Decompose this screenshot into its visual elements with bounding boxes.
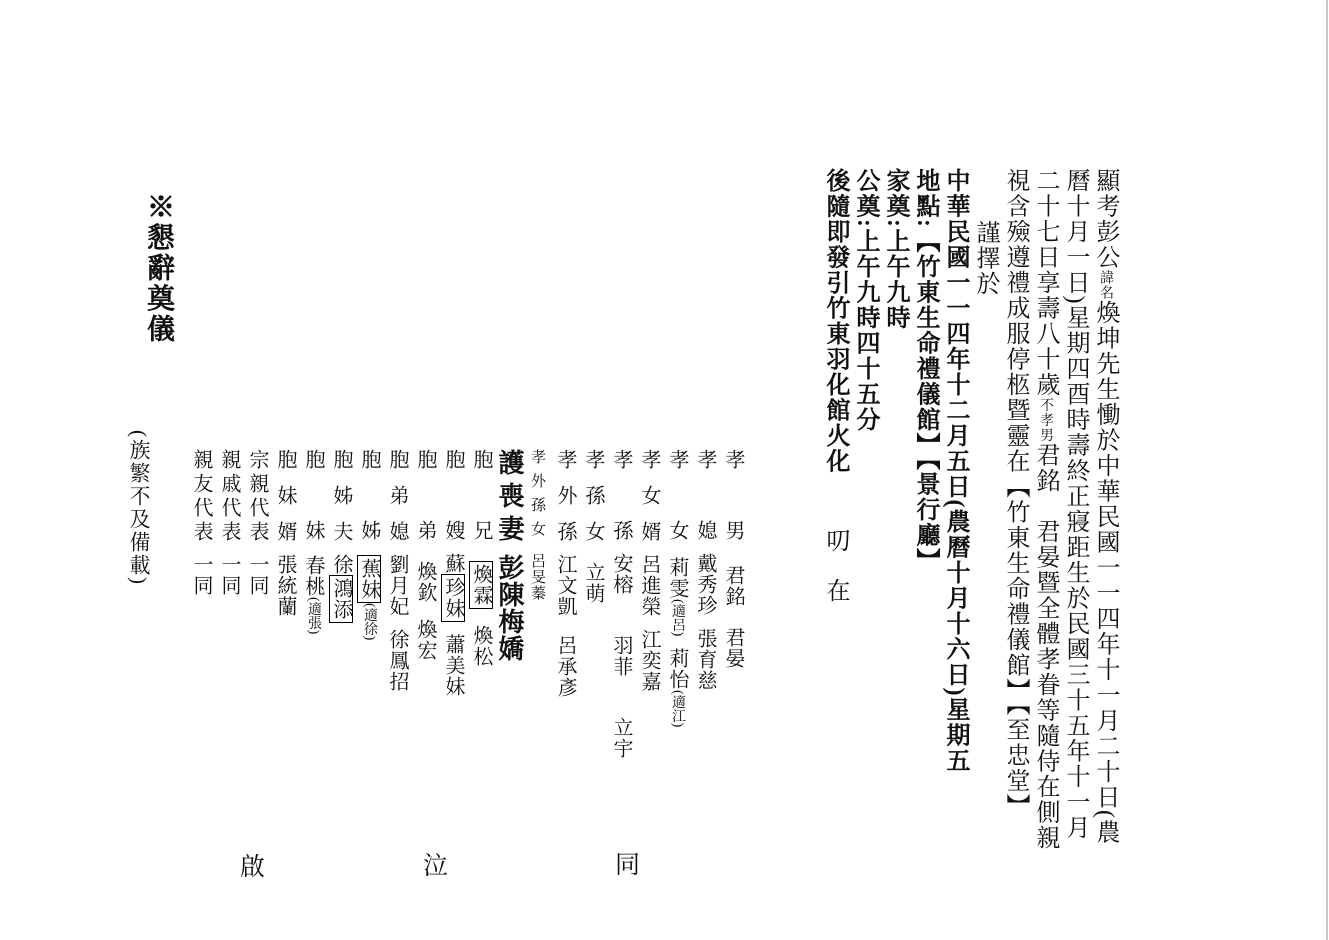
- name-text: 一同: [218, 554, 240, 596]
- marriage-note: (適徐): [362, 603, 377, 641]
- notice-text-segment: 君銘 君晏暨全體孝眷等隨侍在側親: [1032, 442, 1058, 851]
- family-column-9: [495, 449, 523, 879]
- family-member-name: [694, 553, 716, 616]
- family-member-name: [470, 625, 492, 667]
- name-text: 安榕: [610, 553, 632, 595]
- notice-text-segment: 視含殮遵禮成服停柩暨靈在【竹東生命禮儀館】【至忠堂】: [1002, 168, 1028, 819]
- family-member-name: [218, 554, 240, 596]
- family-column-16: [299, 449, 327, 879]
- family-relation-label: 胞兄: [470, 449, 492, 541]
- name-text: 一同: [190, 554, 212, 596]
- name-text: 張育慈: [694, 628, 716, 691]
- family-column-5: [607, 449, 635, 879]
- name-text: 煥宏: [414, 619, 436, 661]
- family-column-18: [243, 449, 271, 879]
- notice-line-9: [850, 168, 880, 918]
- notice-text-segment: 不孝男: [1038, 397, 1053, 443]
- name-text: 煥欽: [414, 561, 436, 603]
- family-member-name: [442, 634, 464, 697]
- family-column-14: [355, 449, 383, 879]
- family-member-name: [610, 717, 632, 759]
- family-column-17: [271, 449, 299, 879]
- deceased-name-box: 鴻添: [329, 575, 353, 623]
- name-text: 呂旻蓁: [529, 553, 545, 601]
- family-member-name: [638, 554, 660, 617]
- family-column-12: [411, 449, 439, 879]
- family-member-name: [666, 557, 688, 636]
- notice-text-segment: 顯考彭公: [1092, 168, 1118, 270]
- name-text: 徐: [330, 554, 352, 575]
- family-member-name: [302, 555, 324, 634]
- family-member-name: [495, 554, 524, 662]
- name-text: 江文凱: [554, 554, 576, 617]
- notice-line-5: [970, 168, 1000, 918]
- family-member-name: [470, 561, 492, 609]
- family-relation-label: 孝外孫: [554, 449, 576, 542]
- family-column-10: [467, 449, 495, 879]
- family-member-name: [582, 562, 604, 604]
- name-text: 君晏: [722, 627, 744, 669]
- family-relation-label: 孝女: [666, 449, 688, 541]
- family-member-name: [694, 628, 716, 691]
- page-edge-line: [1326, 0, 1328, 940]
- family-relation-label: 胞弟媳: [386, 449, 408, 542]
- family-member-name: [414, 561, 436, 603]
- notice-text-segment: 家奠:上午九時: [882, 168, 908, 331]
- deceased-name-box: 煥霖: [469, 561, 493, 609]
- family-relation-label: 護喪妻: [495, 449, 524, 542]
- name-text: 蕭美妹: [442, 634, 464, 697]
- notice-text-segment: 諱名: [1098, 270, 1113, 300]
- family-member-name: [190, 554, 212, 596]
- name-text: 彭陳梅嬌: [495, 554, 524, 662]
- family-relation-label: 孝女婿: [638, 449, 660, 542]
- family-relation-label: 孝外孫女: [529, 449, 545, 537]
- family-column-13: [383, 449, 411, 879]
- condolence-decline-note: ※懇辭奠儀: [143, 192, 174, 345]
- family-member-name: [610, 635, 632, 677]
- notice-line-10: [820, 168, 850, 918]
- family-relation-label: 胞弟: [414, 449, 436, 541]
- name-text: 江奕嘉: [638, 629, 660, 692]
- name-text: 呂承彥: [554, 635, 576, 698]
- marriage-note: (適江): [670, 690, 685, 728]
- notice-line-4: [1000, 168, 1030, 918]
- name-text: 張統蘭: [274, 554, 296, 617]
- family-section: [187, 449, 747, 879]
- name-text: 一同: [246, 554, 268, 596]
- notice-text-segment: 中華民國一一四年十二月五日(農曆十月十六日)星期五: [942, 168, 968, 774]
- family-column-3: [663, 449, 691, 879]
- closing-word-kai: 啟: [240, 854, 266, 881]
- family-member-name: [722, 627, 744, 669]
- deceased-name-box: 蕉妹: [357, 555, 381, 603]
- deceased-name-box: 珍妹: [441, 574, 465, 622]
- family-member-name: [246, 554, 268, 596]
- family-relation-label: 孝孫女: [582, 449, 604, 542]
- name-text: 立萌: [582, 562, 604, 604]
- family-relation-label: 孝男: [722, 449, 744, 541]
- family-column-6: [579, 449, 607, 879]
- notice-line-3: [1030, 168, 1060, 918]
- family-relation-label: 胞妹婿: [274, 449, 296, 542]
- notice-line-1: [1090, 168, 1120, 918]
- notice-text-segment: 叨在: [822, 528, 848, 628]
- notice-text-segment: 後隨即發引竹東羽化館火化: [822, 168, 848, 474]
- family-member-name: [554, 554, 576, 617]
- name-text: 春桃: [302, 555, 324, 597]
- name-text: 呂進榮: [638, 554, 660, 617]
- family-member-name: [330, 554, 352, 623]
- closing-word-tong: 同: [615, 852, 641, 879]
- family-member-name: [554, 635, 576, 698]
- family-member-name: [722, 565, 744, 607]
- notice-line-7: [910, 168, 940, 918]
- notice-text-segment: 謹擇於: [972, 220, 998, 297]
- family-member-name: [610, 553, 632, 595]
- notice-text-segment: 曆十月一日)星期四酉時壽終正寢距生於民國三十五年十一月: [1062, 168, 1088, 841]
- family-relation-label: 親戚代表: [218, 449, 240, 542]
- family-member-name: [386, 629, 408, 692]
- name-text: 羽菲: [610, 635, 632, 677]
- name-text: 煥松: [470, 625, 492, 667]
- family-column-8: [523, 449, 551, 879]
- family-relation-label: 孝媳: [694, 449, 716, 541]
- family-relation-label: 胞嫂: [442, 449, 464, 541]
- closing-word-qi: 泣: [423, 853, 449, 880]
- notice-text-segment: 地點:【竹東生命禮儀館】【景行廳】: [912, 168, 938, 574]
- family-relation-label: 胞姊: [358, 449, 380, 541]
- family-column-2: [691, 449, 719, 879]
- family-column-20: [187, 449, 215, 879]
- family-member-name: [442, 553, 464, 622]
- family-column-15: [327, 449, 355, 879]
- family-relation-label: 宗親代表: [246, 449, 268, 542]
- name-text: 劉月妃: [386, 554, 408, 617]
- notice-line-8: [880, 168, 910, 918]
- family-column-1: [719, 449, 747, 879]
- name-text: 蘇: [442, 553, 464, 574]
- family-column-4: [635, 449, 663, 879]
- family-member-name: [529, 553, 545, 601]
- marriage-note: (適張): [306, 597, 321, 635]
- notice-text-block: [818, 168, 1120, 918]
- notice-text-segment: 煥坤先生慟於中華民國一一四年十一月二十日(農: [1092, 300, 1118, 845]
- name-text: 徐鳳招: [386, 629, 408, 692]
- name-text: 立宇: [610, 717, 632, 759]
- name-text: 莉雯: [666, 557, 688, 599]
- clan-note: (族繁不及備載): [127, 430, 151, 586]
- marriage-note: (適呂): [670, 599, 685, 637]
- family-relation-label: 孝孫: [610, 449, 632, 541]
- family-relation-label: 胞妹: [302, 449, 324, 541]
- family-column-19: [215, 449, 243, 879]
- family-member-name: [414, 619, 436, 661]
- name-text: 莉怡: [666, 648, 688, 691]
- family-relation-label: 親友代表: [190, 449, 212, 542]
- family-column-11: [439, 449, 467, 879]
- family-column-7: [551, 449, 579, 879]
- notice-line-2: [1060, 168, 1090, 918]
- name-text: 戴秀珍: [694, 553, 716, 616]
- family-member-name: [638, 629, 660, 692]
- family-member-name: [666, 648, 688, 727]
- notice-text-segment: 公奠:上午九時四十五分: [852, 168, 878, 433]
- name-text: 君銘: [722, 565, 744, 607]
- family-member-name: [386, 554, 408, 617]
- notice-text-segment: 二十七日享壽八十歲: [1032, 168, 1058, 398]
- notice-line-6: [940, 168, 970, 918]
- family-member-name: [358, 555, 380, 640]
- family-relation-label: 胞姊夫: [330, 449, 352, 542]
- family-member-name: [274, 554, 296, 617]
